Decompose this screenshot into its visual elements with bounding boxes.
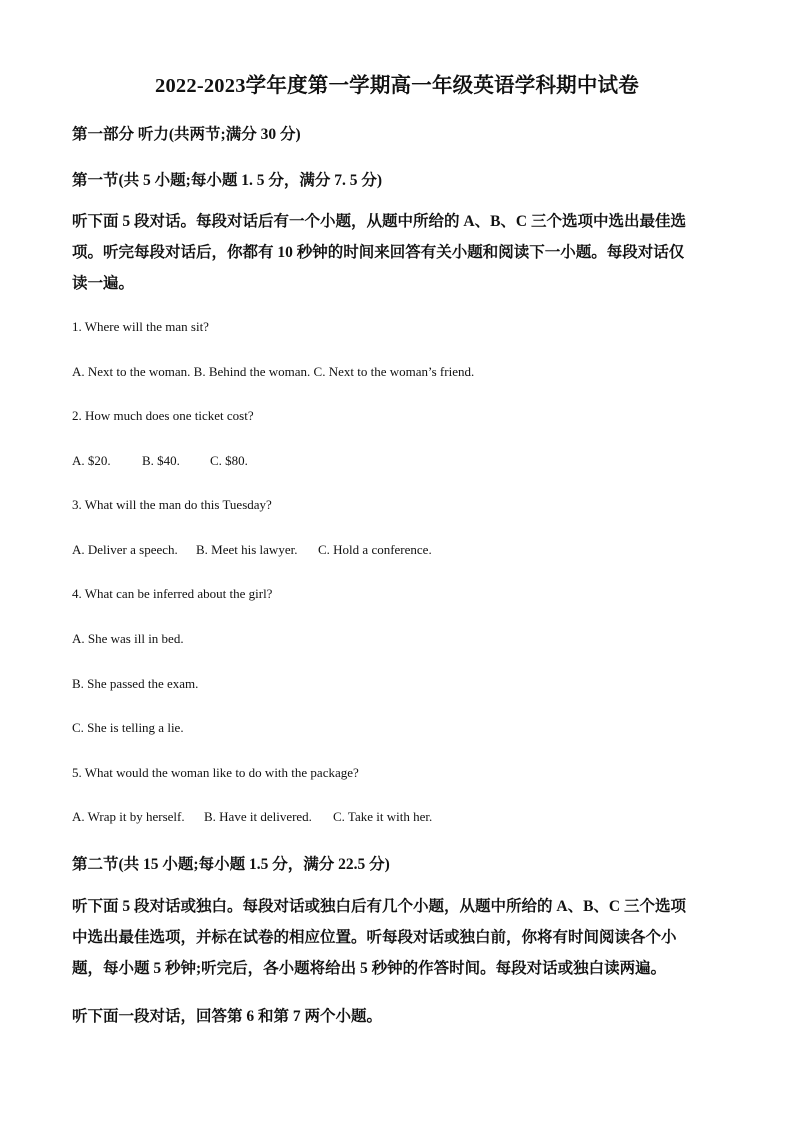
option-c: C. Take it with her. [333,809,433,824]
question-3: 3. What will the man do this Tuesday? [72,497,272,512]
question-5: 5. What would the woman like to do with the package? [72,765,359,780]
question-4: 4. What can be inferred about the girl? [72,586,273,601]
instruction-line: 听下面 5 段对话。每段对话后有一个小题，从题中所给的 A、B、C 三个选项中选出最佳选 [72,213,686,230]
instruction-line: 题，每小题 5 秒钟;听完后，各小题将给出 5 秒钟的作答时间。每段对话或独白读两遍。 [72,960,667,977]
part1-heading: 第一部分 听力(共两节;满分 30 分) [72,126,301,143]
question-4-option-c: C. She is telling a lie. [72,720,184,735]
question-2-options [72,453,722,469]
option-b: B. $40. [142,453,180,468]
option-c: C. Hold a conference. [318,542,432,557]
question-3-options [72,542,722,558]
option-a: A. $20. [72,453,111,468]
instruction-line: 项。听完每段对话后，你都有 10 秒钟的时间来回答有关小题和阅读下一小题。每段对话仅 [72,244,685,261]
section1-instructions [72,206,722,299]
section2-instructions [72,891,722,984]
instruction-line: 听下面 5 段对话或独白。每段对话或独白后有几个小题，从题中所给的 A、B、C 三个选项 [72,898,686,915]
question-2: 2. How much does one ticket cost? [72,408,254,423]
sub-instruction: 听下面一段对话，回答第 6 和第 7 两个小题。 [72,1008,383,1025]
question-1: 1. Where will the man sit? [72,319,209,334]
question-4-option-a: A. She was ill in bed. [72,631,184,646]
instruction-line: 读一遍。 [72,275,135,292]
option-a: A. Deliver a speech. [72,542,178,557]
option-c: C. $80. [210,453,248,468]
option-b: B. Meet his lawyer. [196,542,298,557]
question-4-option-b: B. She passed the exam. [72,676,199,691]
instruction-line: 中选出最佳选项，并标在试卷的相应位置。听每段对话或独白前，你将有时间阅读各个小 [72,929,677,946]
section2-heading: 第二节(共 15 小题;每小题 1.5 分，满分 22.5 分) [72,856,390,873]
question-1-options: A. Next to the woman. B. Behind the woman. C. Next to the woman’s friend. [72,364,475,379]
section1-heading: 第一节(共 5 小题;每小题 1. 5 分，满分 7. 5 分) [72,172,382,189]
option-b: B. Have it delivered. [204,809,312,824]
question-5-options [72,809,722,825]
exam-title: 2022-2023学年度第一学期高一年级英语学科期中试卷 [155,75,639,97]
option-a: A. Wrap it by herself. [72,809,185,824]
